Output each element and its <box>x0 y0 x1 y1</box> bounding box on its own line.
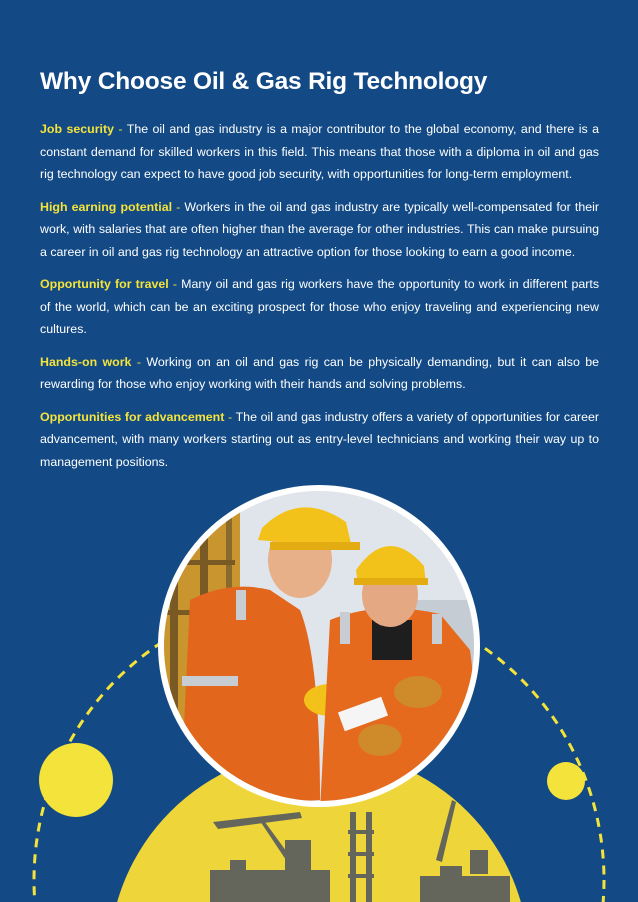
yellow-dot-large <box>39 743 113 817</box>
benefit-text: Working on an oil and gas rig can be physically demanding, but it can also be rewarding for those who enjoy working with their hands and solving problems. <box>40 354 600 391</box>
benefit-separator: - <box>113 122 127 136</box>
page-title: Why Choose Oil & Gas Rig Technology <box>40 68 488 95</box>
benefit-text: Workers in the oil and gas industry are typically well-compensated for their work, with salaries that are often higher than the average for other industries. This can make pursuing a career in oil and gas rig technology an attractive option for those looking to earn a good income. <box>40 199 599 259</box>
benefit-separator: - <box>131 354 147 369</box>
benefit-text: Many oil and gas rig workers have the opportunity to work in different parts of the world, which can be an exciting prospect for those who enjoy traveling and experiencing new cultures. <box>40 277 600 336</box>
benefit-separator: - <box>172 199 185 214</box>
benefit-heading: Hands-on work <box>40 354 132 369</box>
benefit-heading: Opportunity for travel <box>40 277 169 291</box>
benefit-heading: Job security <box>40 122 114 136</box>
benefit-text: The oil and gas industry offers a variety of opportunities for career advancement, with many workers starting out as entry-level technicians and working their way up to management positions. <box>40 409 599 469</box>
benefit-separator: - <box>168 277 182 291</box>
benefit-text: The oil and gas industry is a major contributor to the global economy, and there is a constant demand for skilled workers in this field. This means that those with a diploma in oil and gas rig technology can expect to have good job security, with opportunities for long-term employment. <box>40 122 599 181</box>
benefit-separator: - <box>224 409 236 424</box>
benefit-heading: Opportunities for advancement <box>40 409 225 424</box>
benefit-heading: High earning potential <box>40 199 173 214</box>
yellow-dot-small <box>547 762 585 800</box>
